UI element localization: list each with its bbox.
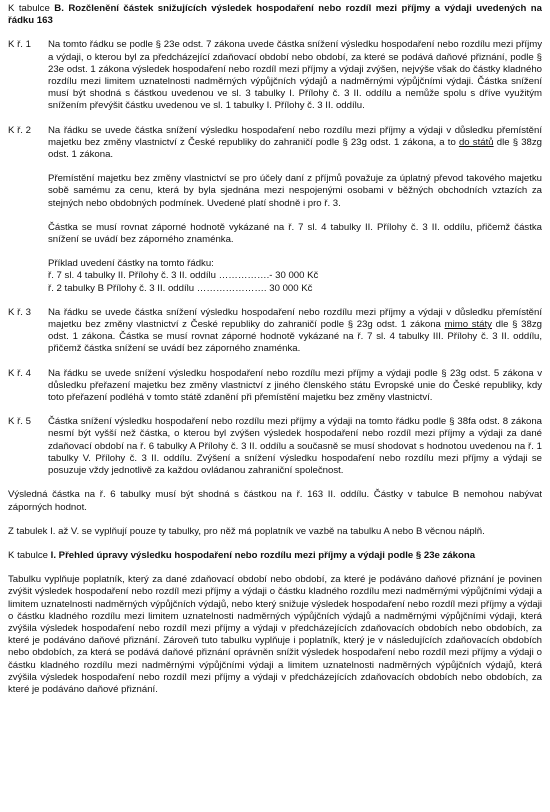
row-3-before: Na řádku se uvede částka snížení výsledku hospodaření nebo rozdílu mezi příjmy a výdaji v důsledku přemístění majetku bez změny vlastnictví z České republiky do zahraničí podle § 23g odst. 1 zákona <box>48 306 542 331</box>
row-2-p1-before: Na řádku se uvede částka snížení výsledku hospodaření nebo rozdílu mezi příjmy a výdaji v důsledku přemístění majetku bez změny vlastnictví z České republiky do zahraničí podle § 23g odst. 1 zákona, a to <box>48 124 542 148</box>
note-total-amount: Výsledná částka na ř. 6 tabulky musí být shodná s částkou na ř. 163 II. oddílu. Částky v tabulce B nemohou nabývat záporných hodnot. <box>8 489 542 513</box>
example-line-2: ř. 2 tabulky B Přílohy č. 3 II. oddílu …………………. 30 000 Kč <box>48 282 313 294</box>
row-2-paragraph-3: Částka se musí rovnat záporné hodnotě vykázané na ř. 7 sl. 4 tabulky II. Přílohy č. 3 II. oddílu, přičemž částka snížení se uvádí bez záporného znaménka. <box>48 221 542 246</box>
example-line-1: ř. 7 sl. 4 tabulky II. Přílohy č. 3 II. oddílu …………….- 30 000 Kč <box>48 270 319 282</box>
row-4-label: K ř. 4 <box>8 367 31 379</box>
row-5-instruction <box>8 416 542 477</box>
row-5-label: K ř. 5 <box>8 416 31 428</box>
row-3-instruction <box>8 307 542 356</box>
heading-table-i-prefix: K tabulce <box>8 549 51 561</box>
row-4-instruction <box>8 368 542 405</box>
row-3-after: dle § 38zg odst. 1 zákona. Částka se musí rovnat záporné hodnotě vykázané na ř. 7 sl. 4 tabulky III. Přílohy č. 3 II. oddílu, přičemž částka snížení se uvádí bez záporného znaménka. <box>48 319 542 355</box>
row-3-label: K ř. 3 <box>8 306 31 318</box>
heading-table-b <box>8 3 542 27</box>
heading-table-i <box>8 550 542 562</box>
row-2-link-do-statu[interactable]: do států <box>458 136 494 148</box>
row-1-label: K ř. 1 <box>8 39 31 51</box>
row-2-label: K ř. 2 <box>8 124 31 136</box>
row-2-paragraph-2: Přemístění majetku bez změny vlastnictví se pro účely daní z příjmů považuje za úplatný převod takového majetku sobě samému za cenu, která by byla sjednána mezi nespojenými osobami v běžných obchodních vztazích za stejných nebo obdobných podmínek. Uvedené platí shodně i pro ř. 3. <box>48 173 542 209</box>
heading-table-b-title: B. Rozčlenění částek snižujících výsledek hospodaření nebo rozdíl mezi příjmy a výdaji uvedených na řádku 163 <box>8 3 542 27</box>
example-title: Příklad uvedení částky na tomto řádku: <box>48 258 214 270</box>
row-2-instruction <box>8 125 542 295</box>
row-4-text: Na řádku se uvede snížení výsledku hospodaření nebo rozdílu mezi příjmy a výdaji podle § 23g odst. 5 zákona v důsledku přeřazení majetku bez změny vlastnictví z jiného členského státu Evropské unie do České republiky, kdy toto přeřazení podléhá v tomto státě zdanění při přemístění majetku bez změny vlastnictví. <box>48 367 542 404</box>
heading-table-b-prefix: K tabulce <box>8 3 55 14</box>
note-tables-fill: Z tabulek I. až V. se vyplňují pouze ty tabulky, pro něž má poplatník ve vazbě na tabulku A nebo B věcnou náplň. <box>8 525 485 537</box>
row-2-paragraph-1 <box>48 125 542 162</box>
row-1-instruction <box>8 39 542 112</box>
row-2-example <box>48 258 542 295</box>
row-3-link-mimo-staty[interactable]: mimo státy <box>444 319 492 331</box>
heading-table-i-title: I. Přehled úpravy výsledku hospodaření nebo rozdílu mezi příjmy a výdaji podle § 23e zákona <box>50 549 476 561</box>
row-3-text <box>48 307 542 356</box>
row-5-text: Částka snížení výsledku hospodaření nebo rozdílu mezi příjmy a výdaji na tomto řádku podle § 38fa odst. 8 zákona nesmí být vyšší než částka, o kterou byl zvýšen výsledek hospodaření nebo rozdíl mezi příjmy a výdaji za dané zdaňovací období na ř. 6 tabulky A Přílohy č. 3 II. oddílu a současně se musí shodovat s hodnotou uvedenou na ř. 1 tabulky V. Přílohy č. 3 II. oddílu. Zvýšení a snížení výsledku hospodaření nebo rozdílu mezi příjmy a výdaji se posuzuje vždy jednotlivě za každou ovládanou zahraniční společnost. <box>48 416 542 477</box>
table-i-paragraph: Tabulku vyplňuje poplatník, který za dané zdaňovací období nebo období, za které je podáváno daňové přiznání je povinen zvýšit výsledek hospodaření nebo rozdíl mezi příjmy a výdaji o částku kladného rozdílu mezi nadměrnými výpůjčními výdaji a limitem uznatelnosti nadměrných výpůjčních výdajů, nebo který snižuje výsledek hospodaření nebo rozdíl mezi příjmy a výdaji o částku kladného rozdílu mezi limitem uznatelnosti nadměrných výpůjčních výdajů a nadměrnými výpůjčními výdaji, která zvýšila výsledek hospodaření nebo rozdíl mezi příjmy a výdaji v předcházejících zdaňovacích obdobích nebo obdobích, za které je podáváno daňové přiznání. Zároveň tuto tabulku vyplňuje i poplatník, který je v následujících zdaňovacích obdobích nebo obdobích, za která se podává daňové přiznání oprávněn snížit výsledek hospodaření nebo rozdíl mezi příjmy a výdaji o částku kladného rozdílu mezi nadměrnými výpůjčními výdaji a limitem uznatelnosti nadměrných výpůjčních výdajů, která zvýšila výsledek hospodaření nebo rozdíl mezi příjmy a výdaji v předcházejících zdaňovacích obdobích nebo obdobích, za které je podáváno daňové přiznání. <box>8 574 542 695</box>
row-1-text: Na tomto řádku se podle § 23e odst. 7 zákona uvede částka snížení výsledku hospodaření nebo rozdílu mezi příjmy a výdaji, o kterou byl za předcházející zdaňovací období nebo období, za které se podává daňové přiznání, podle § 23e odst. 1 zákona výsledek hospodaření nebo rozdíl mezi příjmy a výdaji zvýšen, nejvýše však do částky kladného rozdílu mezi limitem uznatelnosti nadměrných výpůjčních výdajů a nadměrnými výpůjčními výdaji. Částka snížení musí být shodná s částkou uvedenou ve sl. 3 tabulky I. Přílohy č. 3 II. oddílu a nemůže spolu s dříve využitým snížením převýšit částku uvedenou ve sl. 1 tabulky I. Přílohy č. 3 II. oddílu. <box>48 39 542 112</box>
row-2-p1-after: dle § 38zg odst. 1 zákona. <box>48 136 543 161</box>
